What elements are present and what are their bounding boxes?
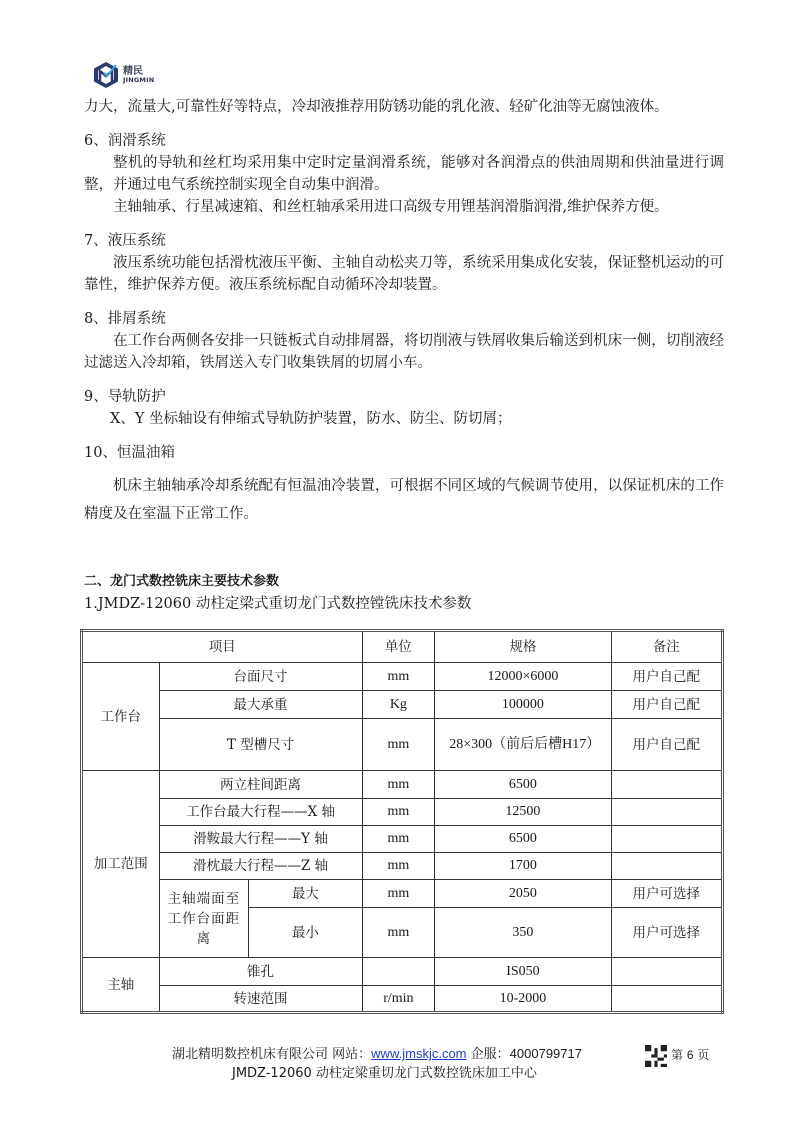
table-row: [82, 799, 723, 826]
page-suffix: 页: [697, 1048, 710, 1062]
header-unit: 单位: [362, 631, 435, 663]
cell-note: 用户可选择: [611, 908, 722, 958]
cell-item: 两立柱间距离: [159, 771, 362, 799]
cell-item: 滑鞍最大行程——Y 轴: [159, 826, 362, 853]
document-body: [84, 96, 724, 528]
cell-spec: 1700: [435, 853, 611, 880]
page-prefix: 第: [671, 1048, 684, 1062]
cell-note: [611, 958, 722, 986]
paragraph-hydraulic: 液压系统功能包括滑枕液压平衡、主轴自动松夹刀等，系统采用集成化安装，保证整机运动的可靠性，维护保养方便。液压系统标配自动循环冷却装置。: [84, 255, 724, 293]
footer-site-label: 网站：: [332, 1047, 372, 1062]
cell-subitem: 最大: [249, 880, 362, 908]
cell-item: 滑枕最大行程——Z 轴: [159, 853, 362, 880]
cell-unit: mm: [362, 799, 435, 826]
cell-spec: 10-2000: [435, 986, 611, 1013]
cell-spec: 2050: [435, 880, 611, 908]
cell-unit: mm: [362, 853, 435, 880]
cell-note: [611, 853, 722, 880]
logo-english-name: JINGMIN: [123, 75, 155, 84]
cell-subitem: 最小: [249, 908, 362, 958]
cell-unit: mm: [362, 880, 435, 908]
cell-item: T 型槽尺寸: [159, 719, 362, 771]
cell-spec: 6500: [435, 826, 611, 853]
group-spindle: 主轴: [82, 958, 160, 1013]
cell-note: [611, 826, 722, 853]
table-row: [82, 719, 723, 771]
cell-note: 用户自己配: [611, 663, 722, 691]
heading-lubrication: 6、润滑系统: [84, 133, 166, 149]
section-title: 二、龙门式数控铣床主要技术参数: [84, 574, 280, 589]
cell-spec: 100000: [435, 691, 611, 719]
table-row: [82, 958, 723, 986]
heading-hydraulic: 7、液压系统: [84, 233, 166, 249]
table-row: [82, 880, 723, 908]
cell-unit: mm: [362, 771, 435, 799]
cell-item: 工作台最大行程——X 轴: [159, 799, 362, 826]
cell-unit: mm: [362, 663, 435, 691]
header-note: 备注: [611, 631, 722, 663]
heading-guide-protection: 9、导轨防护: [84, 389, 166, 405]
cell-spec: 350: [435, 908, 611, 958]
paragraph-guide-protection: X、Y 坐标轴设有伸缩式导轨防护装置，防水、防尘、防切屑；: [110, 411, 512, 427]
qr-code-icon: [645, 1045, 667, 1067]
table-title: 1.JMDZ-12060 动柱定梁式重切龙门式数控镗铣床技术参数: [84, 596, 472, 612]
cell-note: [611, 799, 722, 826]
cell-item: 主轴端面至工作台面距离: [159, 880, 249, 958]
cell-item: 最大承重: [159, 691, 362, 719]
cell-unit: [362, 958, 435, 986]
page-number: [671, 1046, 709, 1063]
footer-company: 湖北精明数控机床有限公司: [172, 1047, 329, 1062]
cell-note: 用户可选择: [611, 880, 722, 908]
group-worktable: 工作台: [82, 663, 160, 771]
cell-note: 用户自己配: [611, 719, 722, 771]
cell-note: [611, 986, 722, 1013]
table-row: [82, 986, 723, 1013]
footer-doc-title: JMDZ-12060 动柱定梁重切龙门式数控铣床加工中心: [232, 1066, 537, 1081]
table-row: [82, 663, 723, 691]
cell-spec: 28×300（前后后槽H17）: [435, 719, 611, 771]
footer-service-phone: 4000799717: [509, 1046, 582, 1061]
company-logo: [92, 58, 162, 92]
cell-note: [611, 771, 722, 799]
table-row: [82, 691, 723, 719]
cell-unit: mm: [362, 719, 435, 771]
header-item: 项目: [82, 631, 363, 663]
paragraph-chip-removal: 在工作台两侧各安排一只链板式自动排屑器，将切削液与铁屑收集后输送到机床一侧，切削液经过滤送入冷却箱，铁屑送入专门收集铁屑的切屑小车。: [84, 333, 724, 371]
footer-website-link[interactable]: www.jmskjc.com: [371, 1046, 467, 1061]
footer-service-label: 企服：: [470, 1047, 510, 1062]
cell-spec: 12500: [435, 799, 611, 826]
cell-note: 用户自己配: [611, 691, 722, 719]
page-number-value: 6: [686, 1048, 694, 1062]
cell-unit: Kg: [362, 691, 435, 719]
header-spec: 规格: [435, 631, 611, 663]
cell-item: 转速范围: [159, 986, 362, 1013]
table-row: [82, 853, 723, 880]
logo-mark-icon: [92, 61, 120, 89]
table-header-row: [82, 631, 723, 663]
group-machining-range: 加工范围: [82, 771, 160, 958]
cell-unit: mm: [362, 826, 435, 853]
footer-contact: [172, 1043, 582, 1062]
table-row: [82, 771, 723, 799]
cell-spec: IS050: [435, 958, 611, 986]
heading-oil-tank: 10、恒温油箱: [84, 445, 175, 461]
heading-chip-removal: 8、排屑系统: [84, 311, 166, 327]
cell-spec: 6500: [435, 771, 611, 799]
paragraph-cooling-continued: 力大，流量大,可靠性好等特点，冷却液推荐用防锈功能的乳化液、轻矿化油等无腐蚀液体。: [84, 99, 669, 115]
cell-unit: mm: [362, 908, 435, 958]
table-row: [82, 826, 723, 853]
paragraph-lubrication-2: 主轴轴承、行星减速箱、和丝杠轴承采用进口高级专用锂基润滑脂润滑,维护保养方便。: [113, 199, 669, 215]
paragraph-lubrication-1: 整机的导轨和丝杠均采用集中定时定量润滑系统，能够对各润滑点的供油周期和供油量进行调整，并通过电气系统控制实现全自动集中润滑。: [84, 155, 724, 193]
cell-spec: 12000×6000: [435, 663, 611, 691]
spec-table: [80, 629, 724, 1014]
cell-item: 锥孔: [159, 958, 362, 986]
cell-item: 台面尺寸: [159, 663, 362, 691]
logo-chinese-name: 精民: [123, 65, 143, 77]
cell-unit: r/min: [362, 986, 435, 1013]
paragraph-oil-tank: 机床主轴轴承冷却系统配有恒温油冷装置，可根据不同区域的气候调节使用，以保证机床的工作精度及在室温下正常工作。: [84, 478, 724, 522]
